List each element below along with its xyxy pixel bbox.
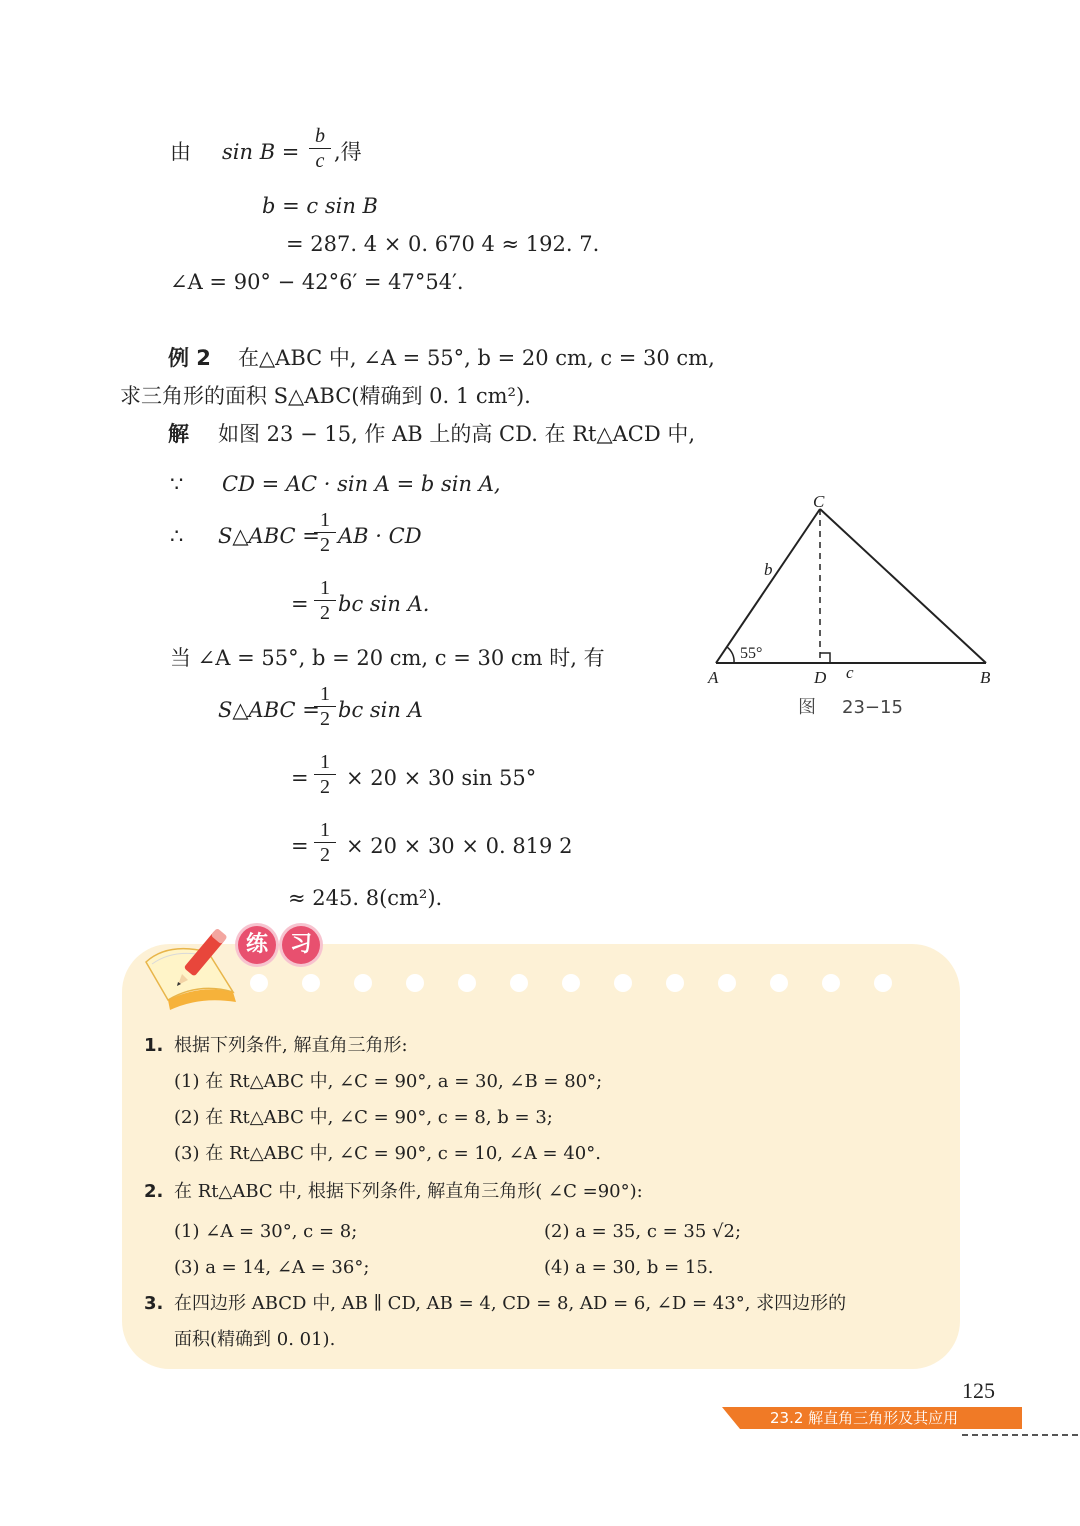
derivation-suffix: ,得 — [334, 140, 362, 164]
decor-dot — [562, 974, 580, 992]
decor-dot — [874, 974, 892, 992]
calc-rhs3: × 20 × 30 × 0. 819 2 — [346, 834, 573, 858]
question-3-line2: 面积(精确到 0. 01). — [174, 1329, 336, 1350]
footer-divider — [962, 1434, 1078, 1436]
derivation-line4: ∠A = 90° − 42°6′ = 47°54′. — [170, 270, 464, 294]
decor-dot — [406, 974, 424, 992]
decor-dot — [614, 974, 632, 992]
figure-caption-number: 23−15 — [842, 697, 903, 718]
decor-dot — [302, 974, 320, 992]
figure-caption-prefix: 图 — [798, 697, 816, 718]
decor-dot — [458, 974, 476, 992]
calc-rhs2: × 20 × 30 sin 55° — [346, 766, 537, 790]
because-line: CD = AC · sin A = b sin A, — [222, 472, 501, 496]
question-2-item: (2) a = 35, c = 35 √2; — [544, 1221, 742, 1242]
therefore-symbol: ∴ — [170, 524, 184, 548]
area-rhs1: AB · CD — [338, 524, 422, 548]
question-2-item: (3) a = 14, ∠A = 36°; — [174, 1257, 370, 1278]
section-title: 23.2 解直角三角形及其应用 — [770, 1409, 959, 1427]
page-number: 125 — [962, 1378, 995, 1403]
fraction-half-1: 1 2 — [311, 508, 339, 557]
question-1-item: (3) 在 Rt△ABC 中, ∠C = 90°, c = 10, ∠A = 40°. — [174, 1143, 601, 1164]
derivation-prefix: 由 — [170, 140, 191, 164]
example-statement-1: 在△ABC 中, ∠A = 55°, b = 20 cm, c = 30 cm, — [238, 346, 715, 370]
vertex-b-label: B — [980, 668, 991, 687]
fraction-b-over-c: b c — [306, 124, 334, 173]
derivation-line3: = 287. 4 × 0. 670 4 ≈ 192. 7. — [286, 232, 600, 256]
fraction-half-3: 1 2 — [311, 682, 339, 731]
question-1-item: (2) 在 Rt△ABC 中, ∠C = 90°, c = 8, b = 3; — [174, 1107, 553, 1128]
when-line: 当 ∠A = 55°, b = 20 cm, c = 30 cm 时, 有 — [170, 646, 605, 670]
calc-rhs1: bc sin A — [338, 698, 423, 722]
vertex-d-label: D — [814, 668, 827, 687]
angle-label: 55° — [740, 645, 763, 662]
pencil-paper-icon — [138, 922, 248, 1012]
fraction-half-4: 1 2 — [311, 750, 339, 799]
question-1-text: 根据下列条件, 解直角三角形: — [174, 1035, 408, 1056]
decor-dot — [354, 974, 372, 992]
triangle-figure — [700, 495, 1010, 695]
eq-sign-3: = — [291, 834, 309, 858]
decor-dot — [822, 974, 840, 992]
question-2-item: (4) a = 30, b = 15. — [544, 1257, 714, 1278]
question-3-line1: 在四边形 ABCD 中, AB ∥ CD, AB = 4, CD = 8, AD = 6, ∠D = 43°, 求四边形的 — [174, 1293, 847, 1314]
decor-dot — [718, 974, 736, 992]
decor-dot — [666, 974, 684, 992]
decor-dot — [250, 974, 268, 992]
question-2-text: 在 Rt△ABC 中, 根据下列条件, 解直角三角形( ∠C =90°): — [174, 1181, 643, 1202]
calc-result: ≈ 245. 8(cm²). — [288, 886, 443, 910]
solution-line1: 如图 23 − 15, 作 AB 上的高 CD. 在 Rt△ACD 中, — [218, 422, 696, 446]
decor-dot — [770, 974, 788, 992]
fraction-half-5: 1 2 — [311, 818, 339, 867]
eq-sign-1: = — [291, 592, 309, 616]
question-3-number: 3. — [144, 1293, 164, 1314]
question-2-item: (1) ∠A = 30°, c = 8; — [174, 1221, 358, 1242]
calc-lhs: S△ABC = — [218, 698, 320, 722]
eq-sign-2: = — [291, 766, 309, 790]
side-b-label: b — [764, 560, 773, 579]
question-1-item: (1) 在 Rt△ABC 中, ∠C = 90°, a = 30, ∠B = 80°; — [174, 1071, 603, 1092]
exercise-badge-char-1: 练 — [238, 926, 276, 964]
exercise-badge-char-2: 习 — [282, 926, 320, 964]
vertex-c-label: C — [813, 495, 825, 511]
area-lhs: S△ABC = — [218, 524, 320, 548]
because-symbol: ∵ — [170, 472, 184, 496]
example-label: 例 2 — [168, 346, 211, 370]
example-statement-2: 求三角形的面积 S△ABC(精确到 0. 1 cm²). — [120, 384, 531, 408]
question-1-number: 1. — [144, 1035, 164, 1056]
derivation-line2: b = c sin B — [262, 194, 378, 218]
question-2-number: 2. — [144, 1181, 164, 1202]
decor-dot — [510, 974, 528, 992]
area-rhs2: bc sin A. — [338, 592, 430, 616]
derivation-expr: sin B = — [222, 140, 300, 164]
side-c-label: c — [846, 663, 854, 682]
vertex-a-label: A — [708, 668, 719, 687]
solution-label: 解 — [168, 422, 189, 446]
fraction-half-2: 1 2 — [311, 576, 339, 625]
